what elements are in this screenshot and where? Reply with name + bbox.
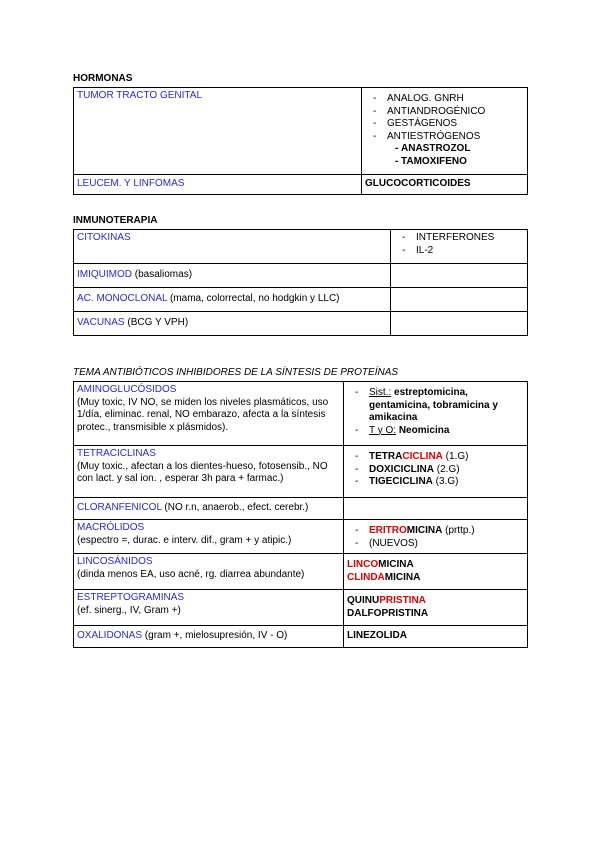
aminoglucosidos-label: AMINOGLUCÓSIDOS bbox=[77, 384, 177, 395]
inmunoterapia-table bbox=[73, 229, 528, 336]
estreptograminas-label: ESTREPTOGRAMINAS bbox=[77, 592, 185, 603]
antibio-cell-left bbox=[74, 554, 344, 590]
list-item: - ANASTROZOL bbox=[365, 143, 524, 156]
tyo-value: Neomicina bbox=[396, 424, 450, 436]
drug-name-highlight: ERITRO bbox=[369, 525, 407, 536]
drug-name-highlight: CICLINA bbox=[402, 451, 443, 462]
antibio-cell-left bbox=[74, 520, 344, 554]
antibio-cell-right bbox=[344, 554, 528, 590]
cloranfenicol-label: CLORANFENICOL bbox=[77, 502, 162, 514]
tetraciclinas-label: TETRACICLINAS bbox=[77, 448, 156, 459]
drug-name: TIGECICLINA bbox=[369, 476, 433, 487]
table-row bbox=[74, 498, 528, 520]
antibio-cell-right bbox=[344, 382, 528, 446]
antibio-cell-right bbox=[344, 498, 528, 520]
dalfopristina-line: DALFOPRISTINA bbox=[347, 607, 429, 619]
clindamicina-line bbox=[347, 572, 524, 585]
estreptograminas-desc: (ef. sinerg., IV, Gram +) bbox=[77, 604, 181, 616]
antibio-cell-left bbox=[74, 626, 344, 648]
drug-name: MICINA bbox=[378, 559, 414, 570]
drug-name-highlight: LINCO bbox=[347, 559, 379, 570]
list-item bbox=[347, 525, 524, 538]
aminoglucosidos-list bbox=[347, 387, 524, 437]
inmuno-cell-right bbox=[391, 312, 528, 336]
macrolidos-list bbox=[347, 525, 524, 550]
drug-note: (2.G) bbox=[434, 463, 460, 475]
inmuno-cell-left bbox=[74, 288, 391, 312]
citokinas-list bbox=[394, 232, 524, 257]
citokinas-label: CITOKINAS bbox=[77, 232, 131, 243]
tetraciclinas-list bbox=[347, 451, 524, 489]
lincosanidos-label: LINCOSÁNIDOS bbox=[77, 556, 153, 567]
inmuno-cell-right bbox=[391, 264, 528, 288]
list-item: - INTERFERONES bbox=[394, 232, 524, 245]
table-row bbox=[74, 590, 528, 626]
list-item: - IL-2 bbox=[394, 245, 524, 258]
antibio-cell-right bbox=[344, 446, 528, 498]
drug-note: (3.G) bbox=[432, 476, 459, 487]
imiquimod-note: (basaliomas) bbox=[132, 269, 193, 281]
inmuno-cell-left bbox=[74, 264, 391, 288]
hormonas-cell-left bbox=[74, 88, 362, 175]
table-row bbox=[74, 230, 528, 264]
list-item bbox=[347, 464, 524, 477]
hormonas-cell-left bbox=[74, 175, 362, 195]
drug-note: (prttp.) bbox=[442, 525, 475, 536]
oxalidonas-desc: (gram +, mielosupresión, IV - O) bbox=[142, 630, 288, 642]
antibio-cell-left bbox=[74, 382, 344, 446]
drug-name: TETRA bbox=[369, 451, 403, 462]
aminoglucosidos-desc: (Muy toxic, IV NO, se miden los niveles plasmáticos, uso 1/día, eliminac. renal, NO embarazo, afecta a la síntesis protec., transmisible x plásmidos). bbox=[77, 396, 329, 433]
macrolidos-desc: (espectro =, durac. e interv. dif., gram + y atipic.) bbox=[77, 534, 292, 546]
table-row bbox=[74, 88, 528, 175]
list-item bbox=[347, 387, 524, 425]
vacunas-label: VACUNAS bbox=[77, 317, 125, 329]
ac-monoclonal-label: AC. MONOCLONAL bbox=[77, 293, 168, 305]
table-row bbox=[74, 520, 528, 554]
section-title-antibioticos: TEMA ANTIBIÓTICOS INHIBIDORES DE LA SÍNTESIS DE PROTEÍNAS bbox=[73, 367, 399, 378]
sist-label: Sist.: bbox=[369, 387, 392, 398]
hormonas-drug-list bbox=[365, 93, 524, 168]
inmuno-cell-right bbox=[391, 230, 528, 264]
list-item bbox=[347, 476, 524, 489]
leucem-linfomas-label: LEUCEM. Y LINFOMAS bbox=[77, 178, 185, 190]
table-row bbox=[74, 626, 528, 648]
table-row bbox=[74, 446, 528, 498]
sist-value: estreptomicina, gentamicina, tobramicina y amikacina bbox=[369, 387, 498, 423]
tetraciclinas-desc: (Muy toxic., afectan a los dientes-hueso, fotosensib., NO con lact. y sal ion. , esperar 3h para + farmac.) bbox=[77, 460, 328, 484]
macrolidos-label: MACRÓLIDOS bbox=[77, 522, 145, 533]
antibio-cell-left bbox=[74, 446, 344, 498]
table-row bbox=[74, 264, 528, 288]
list-item: - ANALOG. GNRH bbox=[365, 93, 524, 106]
lincosanidos-desc: (dinda menos EA, uso acné, rg. diarrea abundante) bbox=[77, 568, 305, 580]
drug-name: MICINA bbox=[384, 571, 421, 583]
quinupristina-line bbox=[347, 595, 524, 608]
table-row bbox=[74, 554, 528, 590]
table-row bbox=[74, 175, 528, 195]
linezolida-label: LINEZOLIDA bbox=[347, 630, 407, 642]
inmuno-cell-right bbox=[391, 288, 528, 312]
lincomicina-line bbox=[347, 559, 524, 572]
cloranfenicol-desc: (NO r.n, anaerob., efect. cerebr.) bbox=[161, 502, 309, 514]
inmuno-cell-left bbox=[74, 312, 391, 336]
vacunas-note: (BCG Y VPH) bbox=[124, 317, 189, 329]
table-row bbox=[74, 312, 528, 336]
antibio-cell-right bbox=[344, 590, 528, 626]
tumor-tracto-genital-label: TUMOR TRACTO GENITAL bbox=[77, 90, 203, 101]
drug-name-highlight: CLINDA bbox=[347, 571, 385, 583]
list-item: - GESTÁGENOS bbox=[365, 118, 524, 131]
list-item: - TAMOXIFENO bbox=[365, 156, 524, 169]
table-row bbox=[74, 382, 528, 446]
tyo-label: T y O: bbox=[369, 424, 397, 436]
antibio-cell-left bbox=[74, 498, 344, 520]
inmuno-cell-left bbox=[74, 230, 391, 264]
drug-name: DOXICICLINA bbox=[369, 463, 434, 475]
list-item bbox=[347, 451, 524, 464]
list-item bbox=[347, 425, 524, 438]
section-title-inmunoterapia: INMUNOTERAPIA bbox=[73, 215, 158, 226]
list-item: - ANTIESTRÓGENOS bbox=[365, 131, 524, 144]
hormonas-table bbox=[73, 87, 528, 195]
drug-name: MICINA bbox=[406, 525, 443, 536]
section-title-hormonas: HORMONAS bbox=[73, 73, 133, 84]
drug-name-highlight: PRISTINA bbox=[379, 595, 426, 606]
drug-name: QUINU bbox=[347, 595, 380, 606]
glucocorticoides-label: GLUCOCORTICOIDES bbox=[365, 178, 471, 190]
ac-monoclonal-note: (mama, colorrectal, no hodgkin y LLC) bbox=[167, 293, 340, 305]
oxalidonas-label: OXALIDONAS bbox=[77, 630, 143, 642]
hormonas-cell-right bbox=[362, 88, 528, 175]
antibioticos-table bbox=[73, 381, 528, 648]
table-row bbox=[74, 288, 528, 312]
antibio-cell-right bbox=[344, 520, 528, 554]
antibio-cell-left bbox=[74, 590, 344, 626]
list-item: - ANTIANDROGÉNICO bbox=[365, 106, 524, 119]
antibio-cell-right bbox=[344, 626, 528, 648]
list-item: - (NUEVOS) bbox=[347, 538, 524, 551]
imiquimod-label: IMIQUIMOD bbox=[77, 269, 132, 281]
hormonas-cell-right bbox=[362, 175, 528, 195]
drug-note: (1.G) bbox=[442, 451, 469, 462]
